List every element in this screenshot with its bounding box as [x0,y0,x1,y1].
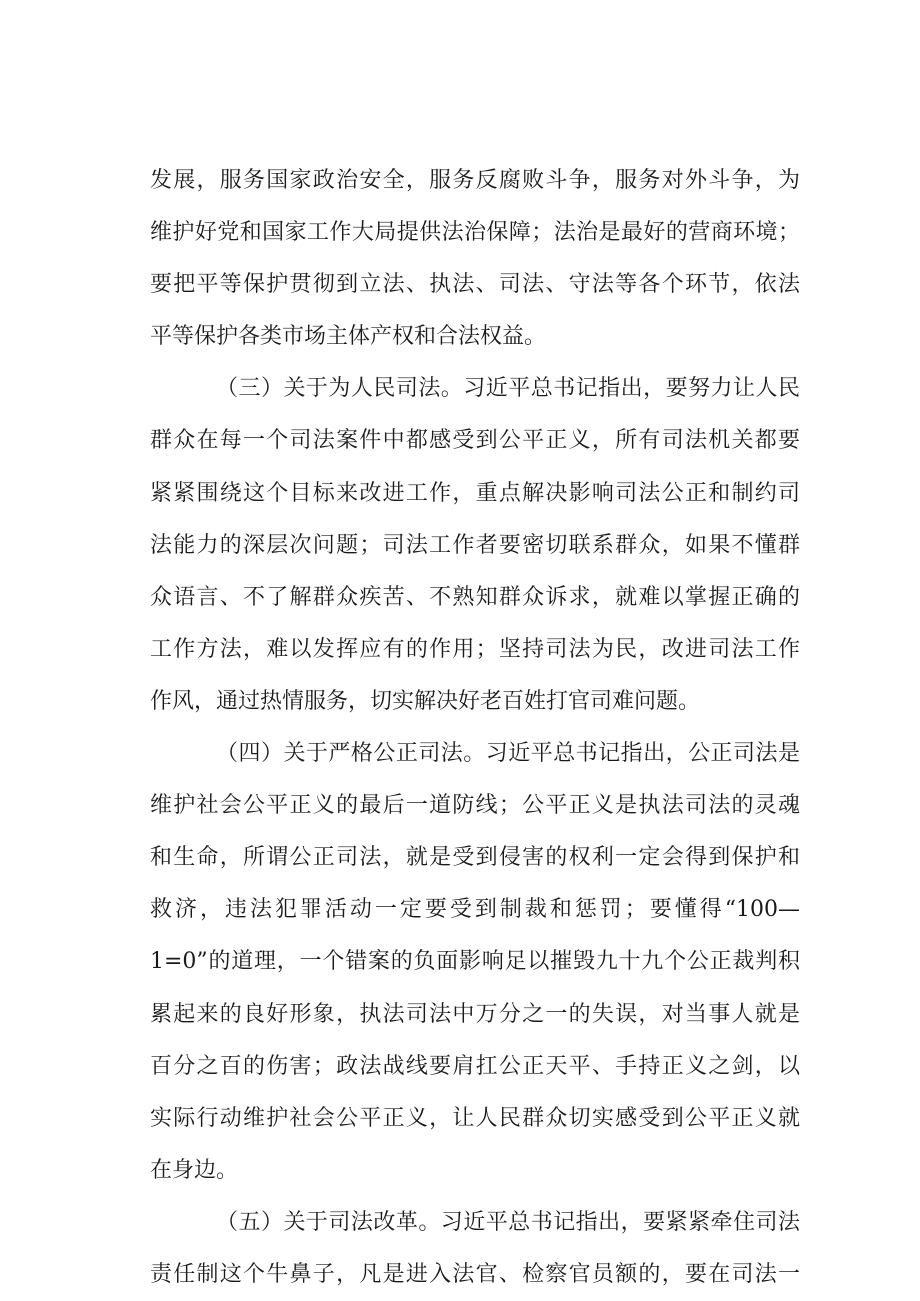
text-line: 平等保护各类市场主体产权和合法权益。 [150,324,547,350]
text-line: 紧紧围绕这个目标来改进工作，重点解决影响司法公正和制约司 [150,480,800,506]
text-line: 责任制这个牛鼻子，凡是进入法官、检察官员额的，要在司法一 [150,1261,800,1287]
text-line: 工作方法，难以发挥应有的作用；坚持司法为民，改进司法工作 [150,636,800,662]
text-line: 和生命，所谓公正司法，就是受到侵害的权利一定会得到保护和 [150,845,800,871]
text-line: 实际行动维护社会公平正义，让人民群众切实感受到公平正义就 [150,1105,800,1131]
paragraph-first-line: （四）关于严格公正司法。习近平总书记指出，公正司法是 [216,741,800,767]
paragraph-first-line: （五）关于司法改革。习近平总书记指出，要紧紧牵住司法 [216,1209,800,1235]
paragraph-first-line: （三）关于为人民司法。习近平总书记指出，要努力让人民 [216,376,800,402]
text-line: 群众在每一个司法案件中都感受到公平正义，所有司法机关都要 [150,428,800,454]
document-body [150,155,800,1301]
text-line: 1=0”的道理，一个错案的负面影响足以摧毁九十九个公正裁判积 [150,949,800,975]
text-line: 救济，违法犯罪活动一定要受到制裁和惩罚；要懂得“100— [150,897,800,923]
text-line: 累起来的良好形象，执法司法中万分之一的失误，对当事人就是 [150,1001,800,1027]
text-line: 作风，通过热情服务，切实解决好老百姓打官司难问题。 [150,688,701,714]
text-line: 维护好党和国家工作大局提供法治保障；法治是最好的营商环境； [150,220,800,246]
text-line: 维护社会公平正义的最后一道防线；公平正义是执法司法的灵魂 [150,793,800,819]
text-line: 要把平等保护贯彻到立法、执法、司法、守法等各个环节，依法 [150,272,800,298]
text-line: 法能力的深层次问题；司法工作者要密切联系群众，如果不懂群 [150,532,800,558]
text-line: 众语言、不了解群众疾苦、不熟知群众诉求，就难以掌握正确的 [150,584,800,610]
text-line: 百分之百的伤害；政法战线要肩扛公正天平、手持正义之剑，以 [150,1053,800,1079]
text-line: 在身边。 [150,1157,239,1183]
text-line: 发展，服务国家政治安全，服务反腐败斗争，服务对外斗争，为 [150,168,800,193]
